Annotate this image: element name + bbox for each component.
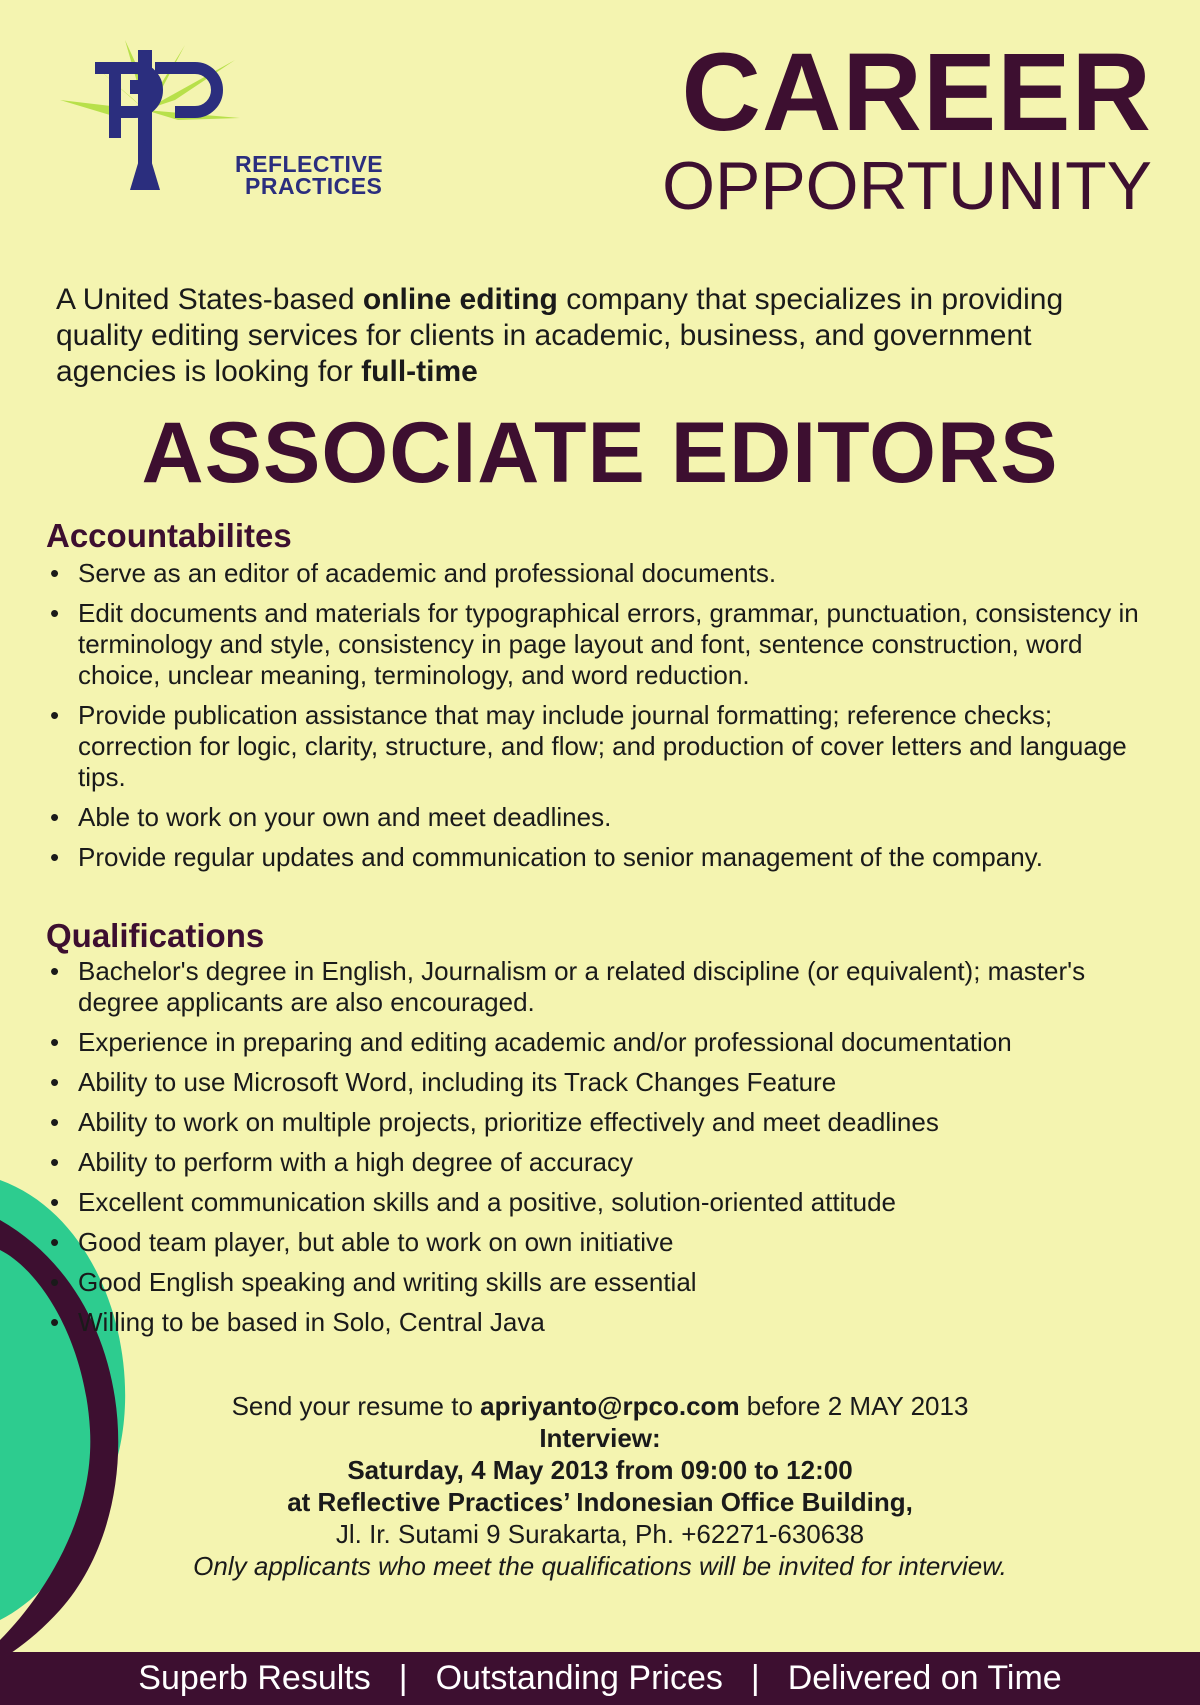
intro-text-1: A United States-based <box>56 283 363 316</box>
qualifications-title: Qualifications <box>46 917 265 954</box>
position-title: ASSOCIATE EDITORS <box>141 405 1059 501</box>
list-item: • Able to work on your own and meet deadlines. <box>46 802 1166 833</box>
footer-banner <box>0 1652 1200 1705</box>
company-logo <box>60 40 384 220</box>
list-item: • Good English speaking and writing skills are essential <box>46 1267 1166 1298</box>
contact-info <box>0 1390 1200 1582</box>
accountabilities-list <box>46 558 1166 882</box>
list-item: • Serve as an editor of academic and professional documents. <box>46 558 1166 589</box>
list-item: • Willing to be based in Solo, Central Java <box>46 1307 1166 1338</box>
email-address[interactable]: apriyanto@rpco.com <box>480 1391 740 1421</box>
list-item: • Excellent communication skills and a positive, solution-oriented attitude <box>46 1187 1166 1218</box>
accountabilities-title: Accountabilites <box>46 517 292 554</box>
send-prefix: Send your resume to <box>231 1391 481 1421</box>
logo-line-1: REFLECTIVE <box>235 151 384 177</box>
interview-label: Interview: <box>539 1423 661 1453</box>
footer-separator: | <box>750 1659 760 1697</box>
footer-item-delivery: Delivered on Time <box>787 1659 1062 1697</box>
intro-paragraph <box>56 282 1156 390</box>
page-title: CAREER <box>681 31 1152 154</box>
list-item: • Bachelor's degree in English, Journalism or a related discipline (or equivalent); master's degree applicants are also encouraged. <box>46 956 1166 1018</box>
logo-text <box>235 153 383 197</box>
list-item: • Provide publication assistance that may include journal formatting; reference checks; correction for logic, clarity, structure, and flow; and production of cover letters and language tips. <box>46 700 1166 793</box>
list-item: • Ability to perform with a high degree of accuracy <box>46 1147 1166 1178</box>
interview-time: Saturday, 4 May 2013 from 09:00 to 12:00 <box>347 1455 853 1485</box>
list-item: • Ability to work on multiple projects, prioritize effectively and meet deadlines <box>46 1107 1166 1138</box>
logo-line-2: PRACTICES <box>245 173 383 199</box>
footer-separator: | <box>398 1659 408 1697</box>
qualifications-list <box>46 956 1166 1347</box>
intro-bold-2: full-time <box>361 355 478 388</box>
intro-bold-1: online editing <box>362 283 558 316</box>
page-subtitle: OPPORTUNITY <box>662 148 1152 224</box>
list-item: • Experience in preparing and editing academic and/or professional documentation <box>46 1027 1166 1058</box>
list-item: • Edit documents and materials for typographical errors, grammar, punctuation, consistency in terminology and style, consistency in page layout and font, sentence construction, word choice, unclear meaning, terminology, and word reduction. <box>46 598 1166 691</box>
send-resume-line <box>0 1390 1200 1422</box>
list-item: • Ability to use Microsoft Word, including its Track Changes Feature <box>46 1067 1166 1098</box>
address: Jl. Ir. Sutami 9 Surakarta, Ph. +62271-630638 <box>335 1519 865 1549</box>
list-item: • Good team player, but able to work on own initiative <box>46 1227 1166 1258</box>
interview-place: at Reflective Practices’ Indonesian Office Building, <box>287 1487 913 1517</box>
footer-item-prices: Outstanding Prices <box>435 1659 723 1697</box>
send-suffix: before 2 MAY 2013 <box>739 1391 969 1421</box>
applicant-note: Only applicants who meet the qualifications will be invited for interview. <box>193 1551 1007 1581</box>
footer-item-results: Superb Results <box>138 1659 371 1697</box>
list-item: • Provide regular updates and communication to senior management of the company. <box>46 842 1166 873</box>
intro-text-2: company that specializes in providing quality editing services for clients in academic, business, and government agencies is looking for <box>56 283 1064 388</box>
